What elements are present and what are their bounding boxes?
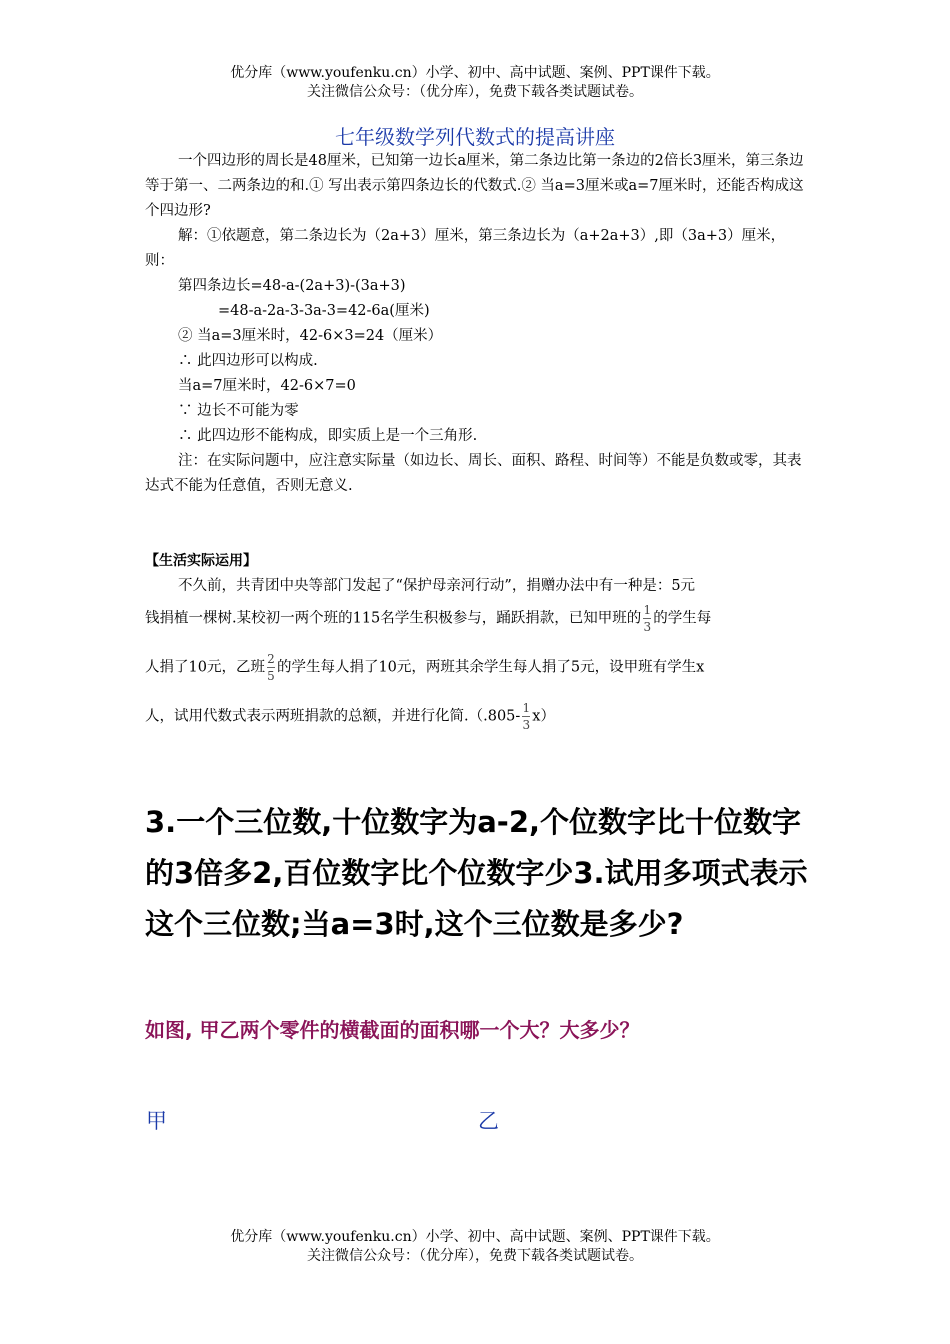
section-line-3a: 人捐了10元，乙班 [145, 659, 265, 676]
page-header [0, 64, 950, 102]
solution-step-7: ∴ 此四边形不能构成，即实质上是一个三角形. [178, 428, 478, 444]
label-jia: 甲 [146, 1109, 167, 1133]
section-line-4a: 人，试用代数式表示两班捐款的总额，并进行化简.（.805- [145, 708, 521, 725]
fraction-one-third-answer: $\frac{1}{3}$ [522, 701, 531, 732]
section-line-2 [145, 603, 807, 634]
header-line-1: 优分库（www.youfenku.cn）小学、初中、高中试题、案例、PPT课件下载。 [230, 65, 720, 81]
label-yi: 乙 [478, 1109, 499, 1133]
solution-step-4: ∴ 此四边形可以构成. [178, 353, 318, 369]
section-line-4b: x） [532, 708, 555, 725]
page-title: 七年级数学列代数式的提高讲座 [335, 125, 615, 149]
footer-line-1: 优分库（www.youfenku.cn）小学、初中、高中试题、案例、PPT课件下载。 [230, 1229, 720, 1245]
question-text: 如图, 甲乙两个零件的横截面的面积哪一个大？大多少？ [145, 1018, 640, 1042]
section-line-3 [145, 652, 807, 683]
footer-line-2: 关注微信公众号：（优分库），免费下载各类试题试卷。 [307, 1248, 643, 1264]
solution-step-2: =48-a-2a-3-3a-3=42-6a(厘米) [218, 303, 430, 319]
fraction-two-fifths: $\frac{2}{5}$ [267, 652, 275, 683]
fraction-one-third: $\frac{1}{3}$ [643, 603, 652, 634]
section-line-3b: 的学生每人捐了10元，两班其余学生每人捐了5元，设甲班有学生x [276, 659, 705, 676]
problem1-solution: 解：①依题意，第二条边长为（2a+3）厘米，第三条边长为（a+2a+3）,即（3a+3）厘米，则： [145, 228, 786, 269]
header-line-2: 关注微信公众号：（优分库），免费下载各类试题试卷。 [307, 84, 643, 100]
section-line-1: 不久前，共青团中央等部门发起了“保护母亲河行动”，捐赠办法中有一种是：5元 [178, 578, 696, 594]
problem1-note: 注：在实际问题中，应注意实际量（如边长、周长、面积、路程、时间等）不能是负数或零，其表达式不能为任意值，否则无意义. [145, 453, 802, 494]
solution-step-3: ② 当a=3厘米时，42-6×3=24（厘米） [178, 328, 443, 344]
solution-step-5: 当a=7厘米时，42-6×7=0 [178, 378, 356, 394]
section-line-2b: 的学生每 [653, 610, 712, 627]
solution-step-6: ∵ 边长不可能为零 [178, 403, 299, 419]
problem1-text: 一个四边形的周长是48厘米，已知第一边长a厘米，第二条边比第一条边的2倍长3厘米，第三条边等于第一、二两条边的和.① 写出表示第四条边长的代数式.② 当a=3厘米或a=7厘米时，还能否构成这个四边形? [145, 153, 804, 219]
section-line-4 [145, 701, 807, 732]
page-footer [0, 1228, 950, 1266]
problem3-text: 3.一个三位数,十位数字为a-2,个位数字比十位数字的3倍多2,百位数字比个位数字少3.试用多项式表示这个三位数;当a=3时,这个三位数是多少? [145, 805, 808, 941]
section-line-2a: 钱捐植一棵树.某校初一两个班的115名学生积极参与，踊跃捐款，已知甲班的 [145, 610, 642, 627]
section-heading: 【生活实际运用】 [145, 553, 257, 569]
solution-step-1: 第四条边长=48-a-(2a+3)-(3a+3) [178, 278, 406, 294]
